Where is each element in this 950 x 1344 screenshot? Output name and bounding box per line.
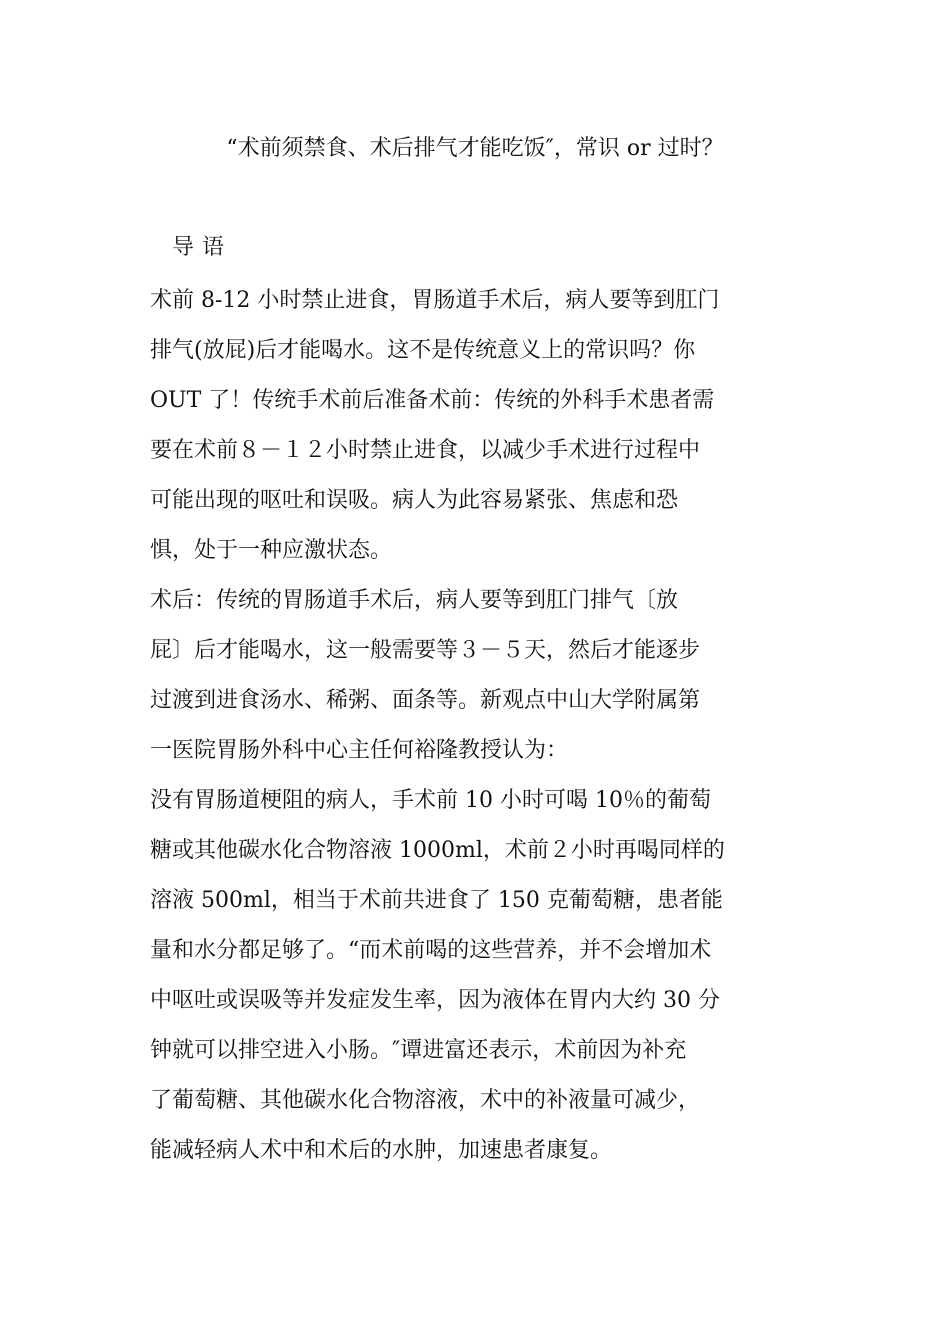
section-heading: 导语 [172, 235, 233, 260]
text-line: 排气(放屁)后才能喝水。这不是传统意义上的常识吗？你 [150, 338, 696, 363]
text-line: 没有胃肠道梗阻的病人，手术前 10 小时可喝 10％的葡萄 [150, 788, 711, 813]
text-line: 了葡萄糖、其他碳水化合物溶液，术中的补液量可减少， [150, 1088, 701, 1113]
text-line: 中呕吐或误吸等并发症发生率，因为液体在胃内大约 30 分 [150, 988, 720, 1013]
text-line: 惧，处于一种应激状态。 [150, 538, 393, 563]
text-line: 要在术前８－１２小时禁止进食，以减少手术进行过程中 [150, 438, 701, 463]
text-line: 过渡到进食汤水、稀粥、面条等。新观点中山大学附属第 [150, 688, 701, 713]
text-line: 能减轻病人术中和术后的水肿，加速患者康复。 [150, 1138, 613, 1163]
text-line: 屁〕后才能喝水，这一般需要等３－５天，然后才能逐步 [150, 638, 701, 663]
body-text [150, 276, 810, 1176]
text-line: 一医院胃肠外科中心主任何裕隆教授认为： [150, 738, 569, 763]
text-line: 钟就可以排空进入小肠。″谭进富还表示，术前因为补充 [150, 1038, 687, 1063]
text-line: OUT 了！传统手术前后准备术前：传统的外科手术患者需 [150, 388, 715, 413]
text-line: 糖或其他碳水化合物溶液 1000ml，术前２小时再喝同样的 [150, 838, 725, 863]
text-line: 可能出现的呕吐和误吸。病人为此容易紧张、焦虑和恐 [150, 488, 679, 513]
text-line: 溶液 500ml，相当于术前共进食了 150 克葡萄糖，患者能 [150, 888, 723, 913]
text-line: 术后：传统的胃肠道手术后，病人要等到肛门排气〔放 [150, 588, 679, 613]
text-line: 量和水分都足够了。“而术前喝的这些营养，并不会增加术 [150, 938, 712, 963]
text-line: 术前 8-12 小时禁止进食，胃肠道手术后，病人要等到肛门 [150, 288, 720, 313]
document-title: “术前须禁食、术后排气才能吃饭″，常识 or 过时？ [226, 136, 724, 161]
